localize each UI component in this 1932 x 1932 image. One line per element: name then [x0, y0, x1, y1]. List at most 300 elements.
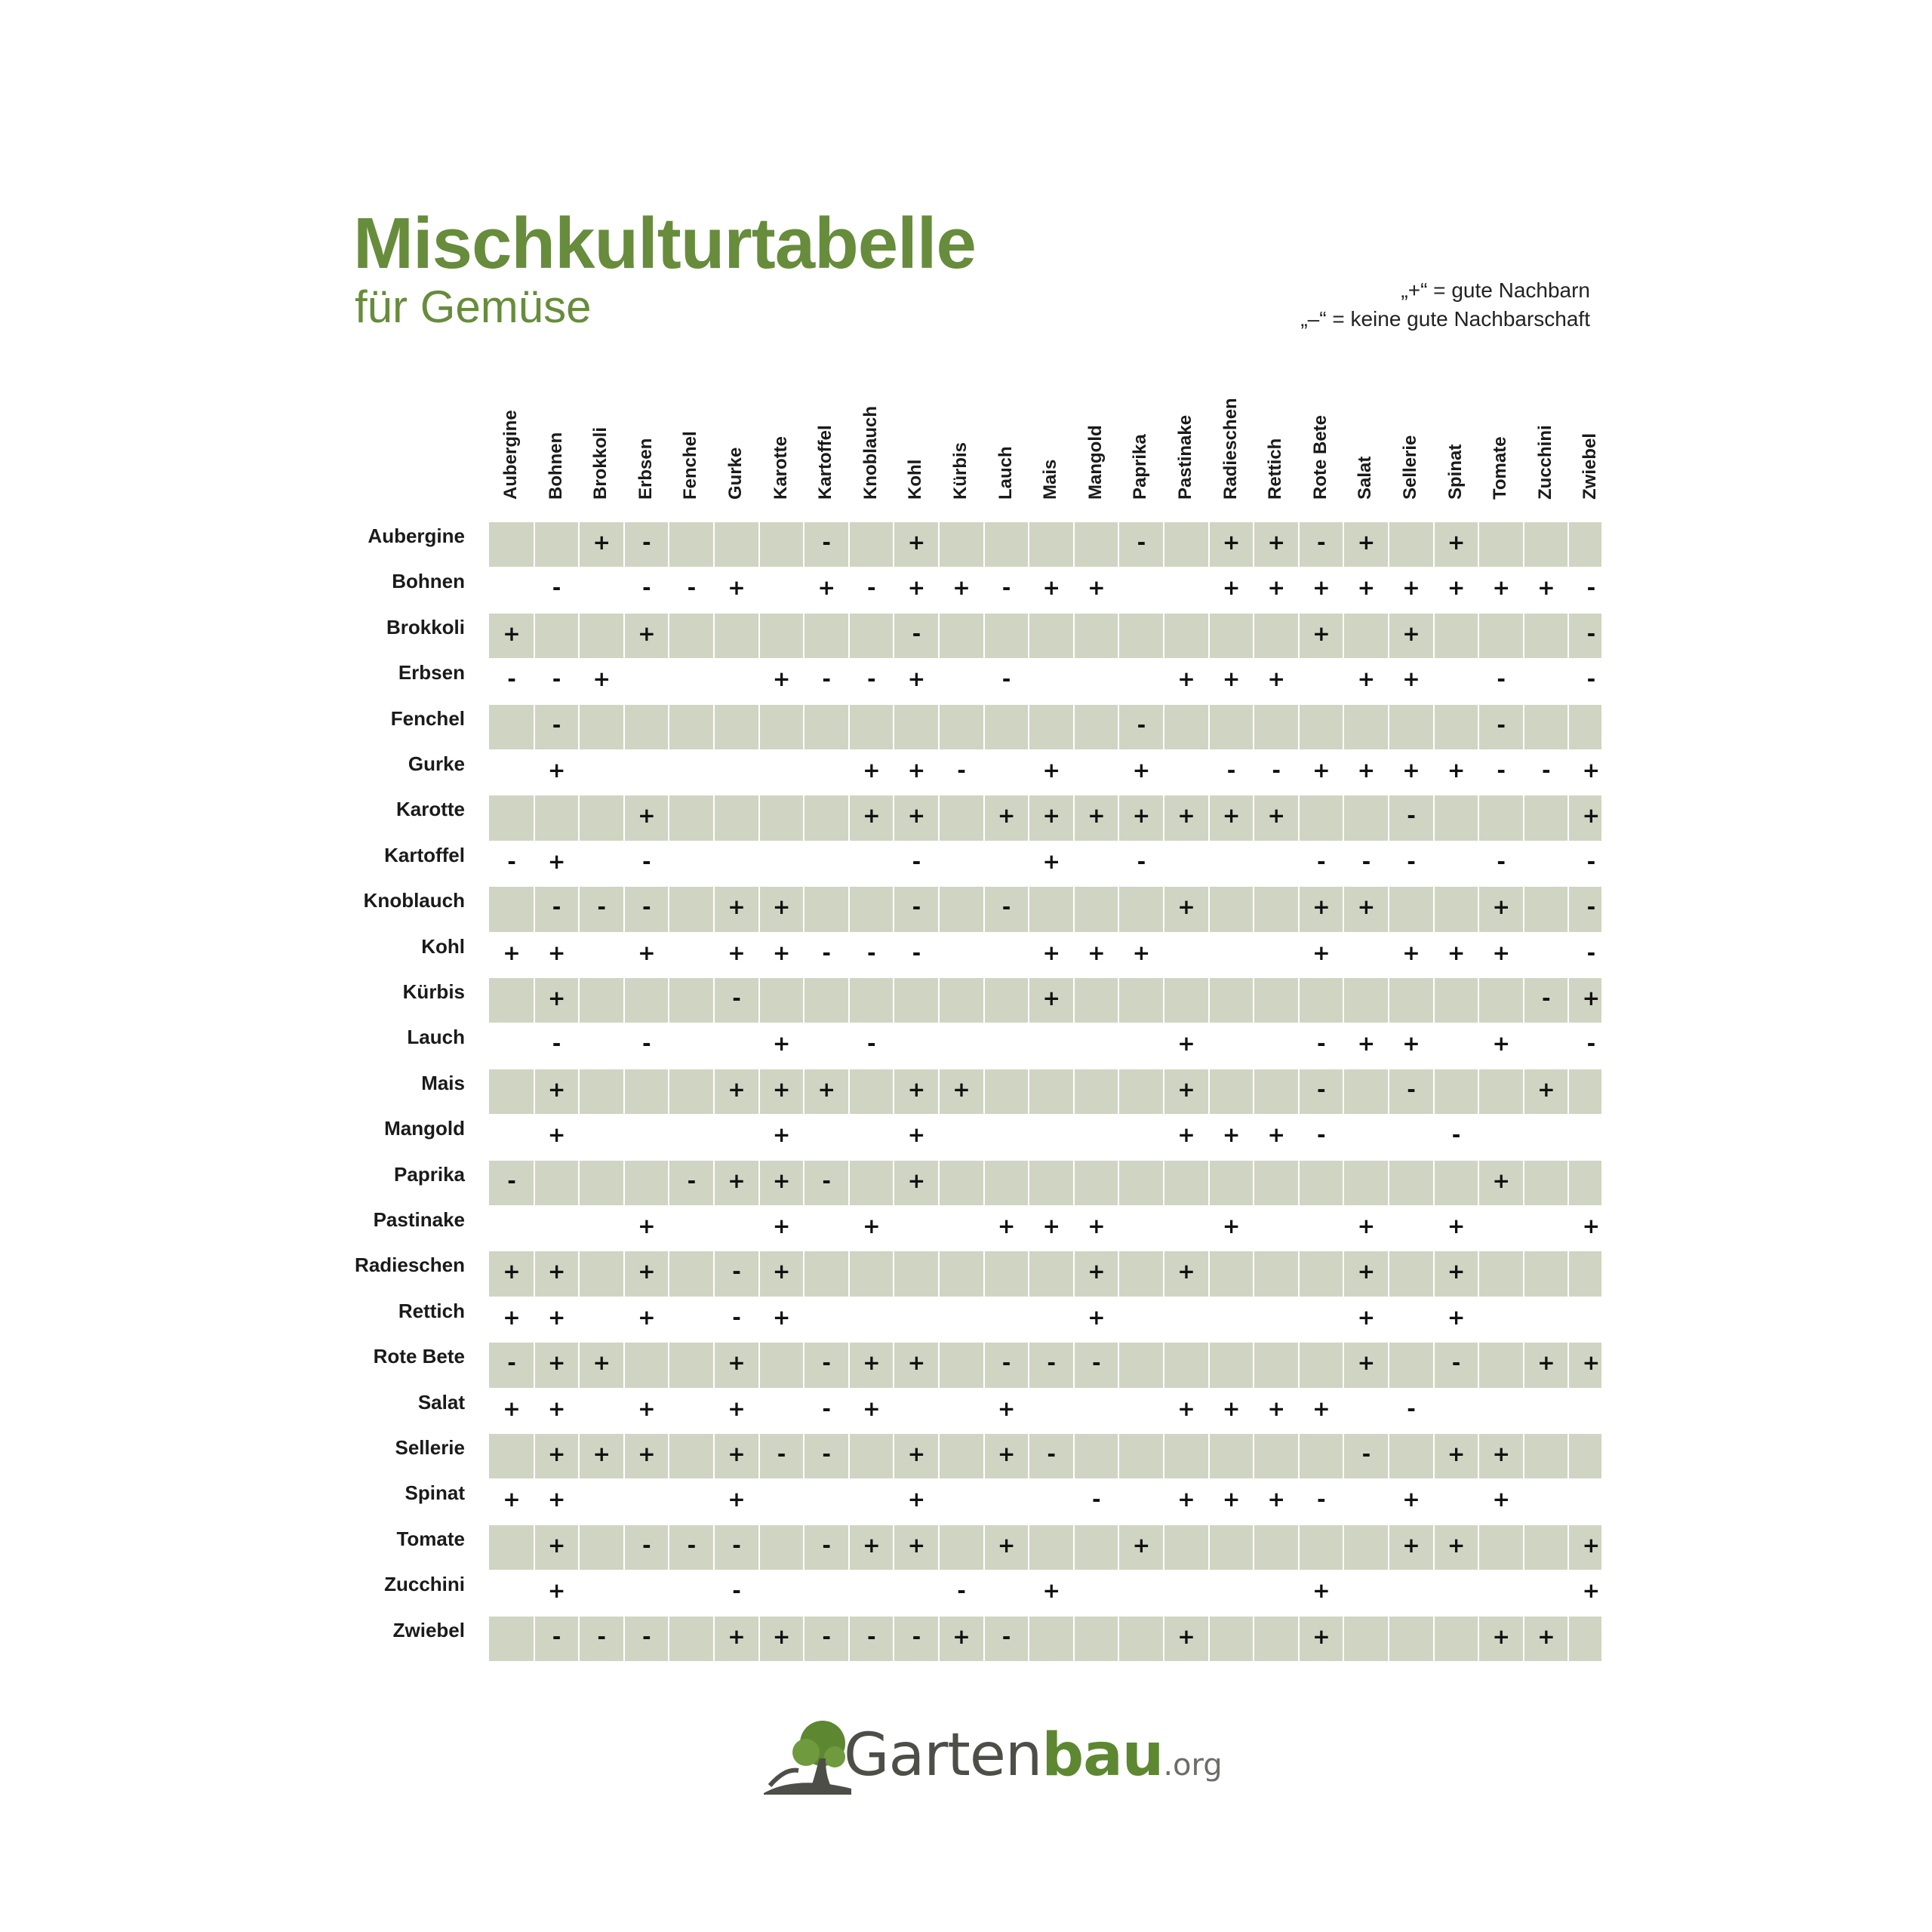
- table-cell: [804, 1477, 849, 1522]
- table-cell: [1164, 748, 1209, 793]
- table-cell: +: [772, 1214, 791, 1238]
- table-cell: +: [907, 1532, 926, 1558]
- table-cell: [1029, 1067, 1074, 1112]
- column-header: Tomate: [1490, 436, 1511, 500]
- table-cell: [624, 1568, 669, 1614]
- column-header: Zucchini: [1534, 425, 1555, 500]
- table-cell: -: [641, 894, 651, 920]
- table-cell: [894, 1386, 939, 1432]
- table-cell: [1118, 1386, 1164, 1432]
- table-cell: +: [1132, 1532, 1151, 1558]
- table-cell: [579, 793, 624, 838]
- table-cell: -: [912, 894, 921, 920]
- table-cell: [624, 976, 669, 1021]
- table-cell: +: [772, 1168, 791, 1193]
- table-cell: -: [1407, 803, 1416, 829]
- table-cell: +: [638, 620, 656, 646]
- table-cell: [489, 520, 534, 565]
- table-cell: [1209, 1568, 1254, 1614]
- logo-wordmark: [844, 1718, 1223, 1803]
- table-cell: +: [863, 1350, 881, 1376]
- table-cell: +: [772, 1304, 791, 1330]
- table-cell: +: [592, 1350, 611, 1376]
- column-header: Sellerie: [1400, 435, 1420, 500]
- column-header: Mais: [1040, 459, 1061, 500]
- table-cell: [624, 1340, 669, 1386]
- table-cell: [1254, 1067, 1299, 1112]
- table-cell: [1343, 703, 1389, 748]
- table-cell: +: [728, 1441, 746, 1466]
- table-cell: [894, 1295, 939, 1340]
- table-cell: [669, 1295, 714, 1340]
- column-header: Paprika: [1130, 434, 1151, 500]
- table-cell: [804, 703, 849, 748]
- table-cell: [1164, 703, 1209, 748]
- table-cell: [579, 703, 624, 748]
- table-cell: [1209, 703, 1254, 748]
- table-cell: [1299, 703, 1344, 748]
- table-cell: +: [1177, 666, 1195, 692]
- table-cell: [1343, 976, 1389, 1021]
- table-cell: +: [772, 940, 791, 965]
- table-cell: [1029, 703, 1074, 748]
- table-cell: [669, 657, 714, 702]
- table-cell: +: [1222, 666, 1241, 692]
- table-cell: +: [1402, 1532, 1420, 1558]
- table-cell: [984, 839, 1029, 884]
- table-cell: [1524, 1112, 1569, 1158]
- table-cell: +: [1088, 1214, 1106, 1238]
- table-cell: [714, 611, 759, 657]
- table-cell: [624, 1477, 669, 1522]
- table-cell: [849, 520, 894, 565]
- table-cell: [1074, 976, 1119, 1021]
- table-cell: [489, 793, 534, 838]
- table-cell: [489, 1067, 534, 1112]
- table-cell: +: [592, 530, 611, 555]
- table-cell: +: [503, 1304, 521, 1330]
- table-cell: [1254, 1340, 1299, 1386]
- table-cell: +: [1492, 940, 1510, 965]
- table-cell: [984, 931, 1029, 976]
- table-cell: [1478, 1568, 1524, 1614]
- table-cell: +: [1177, 1031, 1195, 1057]
- table-cell: -: [866, 575, 876, 601]
- table-cell: [1118, 1432, 1164, 1477]
- table-cell: [1118, 1067, 1164, 1112]
- table-cell: [759, 976, 804, 1021]
- table-cell: [714, 1204, 759, 1249]
- table-cell: +: [1088, 940, 1106, 965]
- table-cell: [1254, 1295, 1299, 1340]
- table-cell: -: [866, 1031, 876, 1057]
- table-cell: +: [907, 1168, 926, 1193]
- table-cell: [1029, 1158, 1074, 1204]
- table-cell: [1299, 1523, 1344, 1568]
- table-cell: [804, 1295, 849, 1340]
- table-cell: +: [817, 1076, 835, 1102]
- table-cell: +: [1537, 1623, 1555, 1649]
- table-cell: [1568, 1158, 1614, 1204]
- table-cell: +: [638, 1214, 656, 1238]
- table-cell: -: [507, 1168, 516, 1193]
- table-cell: [1389, 703, 1434, 748]
- table-cell: +: [1132, 758, 1151, 783]
- table-cell: [1074, 520, 1119, 565]
- table-cell: -: [597, 1623, 606, 1649]
- table-cell: [1343, 1477, 1389, 1522]
- table-cell: +: [1447, 575, 1466, 601]
- table-cell: [759, 839, 804, 884]
- table-cell: [1389, 1112, 1434, 1158]
- table-cell: -: [957, 1578, 966, 1604]
- table-cell: [1389, 1432, 1434, 1477]
- table-cell: +: [907, 666, 926, 692]
- table-cell: +: [772, 1623, 791, 1649]
- table-cell: [804, 1021, 849, 1066]
- table-cell: -: [507, 1350, 516, 1376]
- table-cell: [489, 1112, 534, 1158]
- page-subtitle: für Gemüse: [355, 281, 592, 332]
- table-cell: +: [638, 1304, 656, 1330]
- table-cell: [1074, 1568, 1119, 1614]
- table-cell: [1164, 931, 1209, 976]
- table-cell: [759, 520, 804, 565]
- table-cell: -: [1272, 758, 1281, 783]
- column-header: Kohl: [905, 459, 926, 500]
- row-header: Erbsen: [398, 661, 465, 685]
- table-cell: [1254, 931, 1299, 976]
- table-cell: +: [1447, 1304, 1466, 1330]
- table-cell: [1164, 1568, 1209, 1614]
- table-cell: [849, 1067, 894, 1112]
- column-header: Erbsen: [635, 438, 656, 500]
- table-cell: [759, 1340, 804, 1386]
- table-cell: +: [863, 803, 881, 829]
- table-cell: [624, 1112, 669, 1158]
- table-cell: [939, 1295, 984, 1340]
- table-cell: +: [863, 1532, 881, 1558]
- table-cell: [894, 976, 939, 1021]
- table-cell: [1029, 1523, 1074, 1568]
- table-cell: +: [728, 1395, 746, 1421]
- table-cell: [1524, 1432, 1569, 1477]
- table-cell: -: [552, 894, 561, 920]
- table-cell: +: [638, 803, 656, 829]
- table-cell: [669, 1112, 714, 1158]
- table-cell: [489, 565, 534, 611]
- table-cell: +: [1042, 986, 1060, 1011]
- table-cell: +: [1447, 1259, 1466, 1284]
- table-cell: [1164, 565, 1209, 611]
- table-cell: [1389, 1340, 1434, 1386]
- table-cell: [1524, 884, 1569, 930]
- table-cell: [489, 1568, 534, 1614]
- table-cell: [1478, 1204, 1524, 1249]
- table-cell: [579, 931, 624, 976]
- table-cell: -: [1047, 1350, 1056, 1376]
- table-cell: +: [772, 666, 791, 692]
- table-cell: [1074, 1021, 1119, 1066]
- table-cell: -: [1361, 848, 1371, 874]
- table-cell: [939, 1386, 984, 1432]
- table-cell: [1389, 1295, 1434, 1340]
- column-header: Gurke: [725, 447, 746, 500]
- table-cell: [1209, 1158, 1254, 1204]
- table-cell: [1478, 1340, 1524, 1386]
- table-cell: [1164, 1204, 1209, 1249]
- table-cell: [804, 1112, 849, 1158]
- column-header: Mangold: [1084, 425, 1106, 500]
- table-cell: [1209, 1340, 1254, 1386]
- table-cell: [1254, 1432, 1299, 1477]
- table-cell: +: [997, 1395, 1016, 1421]
- table-cell: [894, 1021, 939, 1066]
- table-cell: -: [912, 848, 921, 874]
- table-cell: [579, 1523, 624, 1568]
- table-cell: +: [1177, 894, 1195, 920]
- table-cell: +: [1402, 1031, 1420, 1057]
- table-cell: [1299, 976, 1344, 1021]
- table-cell: [669, 793, 714, 838]
- table-cell: [984, 611, 1029, 657]
- table-cell: [849, 1158, 894, 1204]
- table-cell: [579, 565, 624, 611]
- table-cell: +: [728, 1076, 746, 1102]
- table-cell: +: [1132, 940, 1151, 965]
- table-cell: [804, 839, 849, 884]
- table-cell: +: [1357, 666, 1376, 692]
- table-cell: [1299, 793, 1344, 838]
- table-cell: -: [912, 940, 921, 965]
- table-cell: [849, 884, 894, 930]
- table-cell: [1524, 611, 1569, 657]
- table-cell: [1164, 976, 1209, 1021]
- table-cell: [1254, 1614, 1299, 1660]
- table-cell: +: [1492, 1441, 1510, 1466]
- table-cell: [939, 657, 984, 702]
- table-cell: +: [1177, 1395, 1195, 1421]
- table-cell: [1029, 1477, 1074, 1522]
- table-cell: -: [1497, 848, 1506, 874]
- table-cell: -: [641, 530, 651, 555]
- table-cell: +: [547, 1076, 566, 1102]
- table-cell: +: [1312, 1623, 1331, 1649]
- table-cell: [1074, 611, 1119, 657]
- table-cell: [939, 1523, 984, 1568]
- table-cell: [1254, 1249, 1299, 1294]
- table-cell: [939, 884, 984, 930]
- table-cell: -: [507, 848, 516, 874]
- table-cell: [579, 1021, 624, 1066]
- table-cell: -: [1137, 712, 1146, 737]
- table-cell: [849, 839, 894, 884]
- table-cell: -: [732, 1532, 741, 1558]
- table-cell: [489, 703, 534, 748]
- table-cell: +: [1222, 1487, 1241, 1512]
- gartenbau-logo: [762, 1710, 1223, 1801]
- table-cell: [1524, 1477, 1569, 1522]
- table-cell: [669, 1614, 714, 1660]
- table-cell: +: [997, 803, 1016, 829]
- table-cell: -: [822, 1168, 831, 1193]
- row-header: Gurke: [408, 752, 465, 775]
- table-cell: +: [1492, 575, 1510, 601]
- table-cell: [1434, 976, 1479, 1021]
- table-cell: +: [1222, 803, 1241, 829]
- table-cell: [804, 793, 849, 838]
- table-cell: [1343, 611, 1389, 657]
- column-header: Karotte: [770, 435, 791, 500]
- table-cell: [714, 748, 759, 793]
- table-cell: [714, 657, 759, 702]
- table-cell: -: [822, 940, 831, 965]
- table-cell: +: [547, 1441, 566, 1466]
- table-cell: [1029, 1249, 1074, 1294]
- table-cell: +: [1402, 1487, 1420, 1512]
- table-cell: [939, 1021, 984, 1066]
- table-cell: -: [1001, 1623, 1011, 1649]
- table-cell: [624, 657, 669, 702]
- table-cell: [1164, 1158, 1209, 1204]
- logo-brand-accent: bau: [1041, 1721, 1164, 1789]
- table-cell: [669, 1432, 714, 1477]
- table-cell: [579, 976, 624, 1021]
- table-cell: [984, 1112, 1029, 1158]
- table-cell: -: [732, 986, 741, 1011]
- table-cell: [489, 1523, 534, 1568]
- table-cell: [1568, 1249, 1614, 1294]
- table-cell: +: [1312, 1395, 1331, 1421]
- table-cell: [1343, 1067, 1389, 1112]
- table-cell: -: [1137, 530, 1146, 555]
- row-header: Zwiebel: [392, 1618, 465, 1641]
- table-cell: [1254, 1568, 1299, 1614]
- table-cell: +: [952, 1623, 971, 1649]
- table-cell: +: [1088, 803, 1106, 829]
- table-cell: +: [863, 1395, 881, 1421]
- column-header: Salat: [1355, 456, 1376, 500]
- table-cell: [1164, 839, 1209, 884]
- table-cell: -: [822, 1441, 831, 1466]
- table-cell: [1029, 884, 1074, 930]
- table-cell: +: [1267, 1395, 1285, 1421]
- table-cell: -: [687, 1168, 697, 1193]
- table-cell: +: [547, 758, 566, 783]
- table-cell: -: [822, 1395, 831, 1421]
- table-cell: [579, 1386, 624, 1432]
- table-cell: [1524, 839, 1569, 884]
- table-cell: +: [592, 1441, 611, 1466]
- table-cell: +: [907, 1487, 926, 1512]
- table-cell: -: [1586, 575, 1596, 601]
- table-cell: [1343, 793, 1389, 838]
- table-cell: -: [507, 666, 516, 692]
- legend-bad: „–“ = keine gute Nachbarschaft: [1300, 307, 1590, 331]
- table-cell: +: [1582, 1350, 1601, 1376]
- table-cell: +: [1357, 1214, 1376, 1238]
- table-cell: [1254, 611, 1299, 657]
- table-cell: [984, 1158, 1029, 1204]
- table-cell: -: [641, 1532, 651, 1558]
- tree-logo-icon: [762, 1710, 853, 1801]
- table-cell: [759, 1523, 804, 1568]
- table-cell: +: [1582, 1578, 1601, 1604]
- table-cell: [939, 1204, 984, 1249]
- table-cell: [849, 1568, 894, 1614]
- row-header: Spinat: [405, 1481, 465, 1505]
- table-cell: +: [1042, 940, 1060, 965]
- table-cell: [1074, 1432, 1119, 1477]
- table-cell: +: [1267, 1122, 1285, 1148]
- table-cell: [1074, 1386, 1119, 1432]
- table-cell: [1524, 1568, 1569, 1614]
- table-cell: [1524, 1158, 1569, 1204]
- table-cell: +: [907, 803, 926, 829]
- table-cell: +: [1222, 1122, 1241, 1148]
- table-cell: +: [1582, 758, 1601, 783]
- table-cell: [624, 1158, 669, 1204]
- table-cell: -: [732, 1304, 741, 1330]
- table-cell: [849, 1477, 894, 1522]
- table-cell: +: [1537, 575, 1555, 601]
- table-cell: +: [1177, 1076, 1195, 1102]
- table-cell: [1074, 1112, 1119, 1158]
- table-cell: [1164, 1340, 1209, 1386]
- table-cell: [849, 1112, 894, 1158]
- table-cell: [714, 1112, 759, 1158]
- table-cell: [1343, 1523, 1389, 1568]
- table-cell: [1568, 703, 1614, 748]
- table-cell: [984, 1067, 1029, 1112]
- table-cell: -: [1451, 1122, 1461, 1148]
- table-cell: +: [1042, 575, 1060, 601]
- table-cell: [984, 976, 1029, 1021]
- table-cell: -: [687, 575, 697, 601]
- table-cell: +: [1357, 1304, 1376, 1330]
- table-cell: [669, 520, 714, 565]
- table-cell: +: [907, 1441, 926, 1466]
- table-cell: [894, 703, 939, 748]
- table-cell: [579, 1295, 624, 1340]
- table-cell: +: [907, 1350, 926, 1376]
- row-header: Kartoffel: [384, 843, 465, 866]
- table-cell: [1074, 1614, 1119, 1660]
- table-cell: +: [1447, 1214, 1466, 1238]
- page-title: Mischkulturtabelle: [353, 203, 976, 284]
- table-cell: [1254, 1158, 1299, 1204]
- table-cell: +: [1177, 1623, 1195, 1649]
- column-header: Radieschen: [1220, 398, 1241, 500]
- table-cell: [1074, 1523, 1119, 1568]
- table-cell: +: [1357, 1259, 1376, 1284]
- table-cell: [1478, 1249, 1524, 1294]
- table-cell: +: [547, 940, 566, 965]
- table-cell: -: [552, 712, 561, 737]
- table-cell: [1524, 1295, 1569, 1340]
- table-cell: +: [503, 1487, 521, 1512]
- table-cell: +: [1447, 758, 1466, 783]
- table-cell: [534, 520, 580, 565]
- table-cell: [984, 1249, 1029, 1294]
- table-cell: +: [503, 620, 521, 646]
- table-cell: +: [1312, 894, 1331, 920]
- table-cell: +: [638, 1441, 656, 1466]
- table-cell: [1524, 1249, 1569, 1294]
- table-cell: -: [1226, 758, 1236, 783]
- table-cell: +: [1267, 1487, 1285, 1512]
- table-cell: +: [1447, 1532, 1466, 1558]
